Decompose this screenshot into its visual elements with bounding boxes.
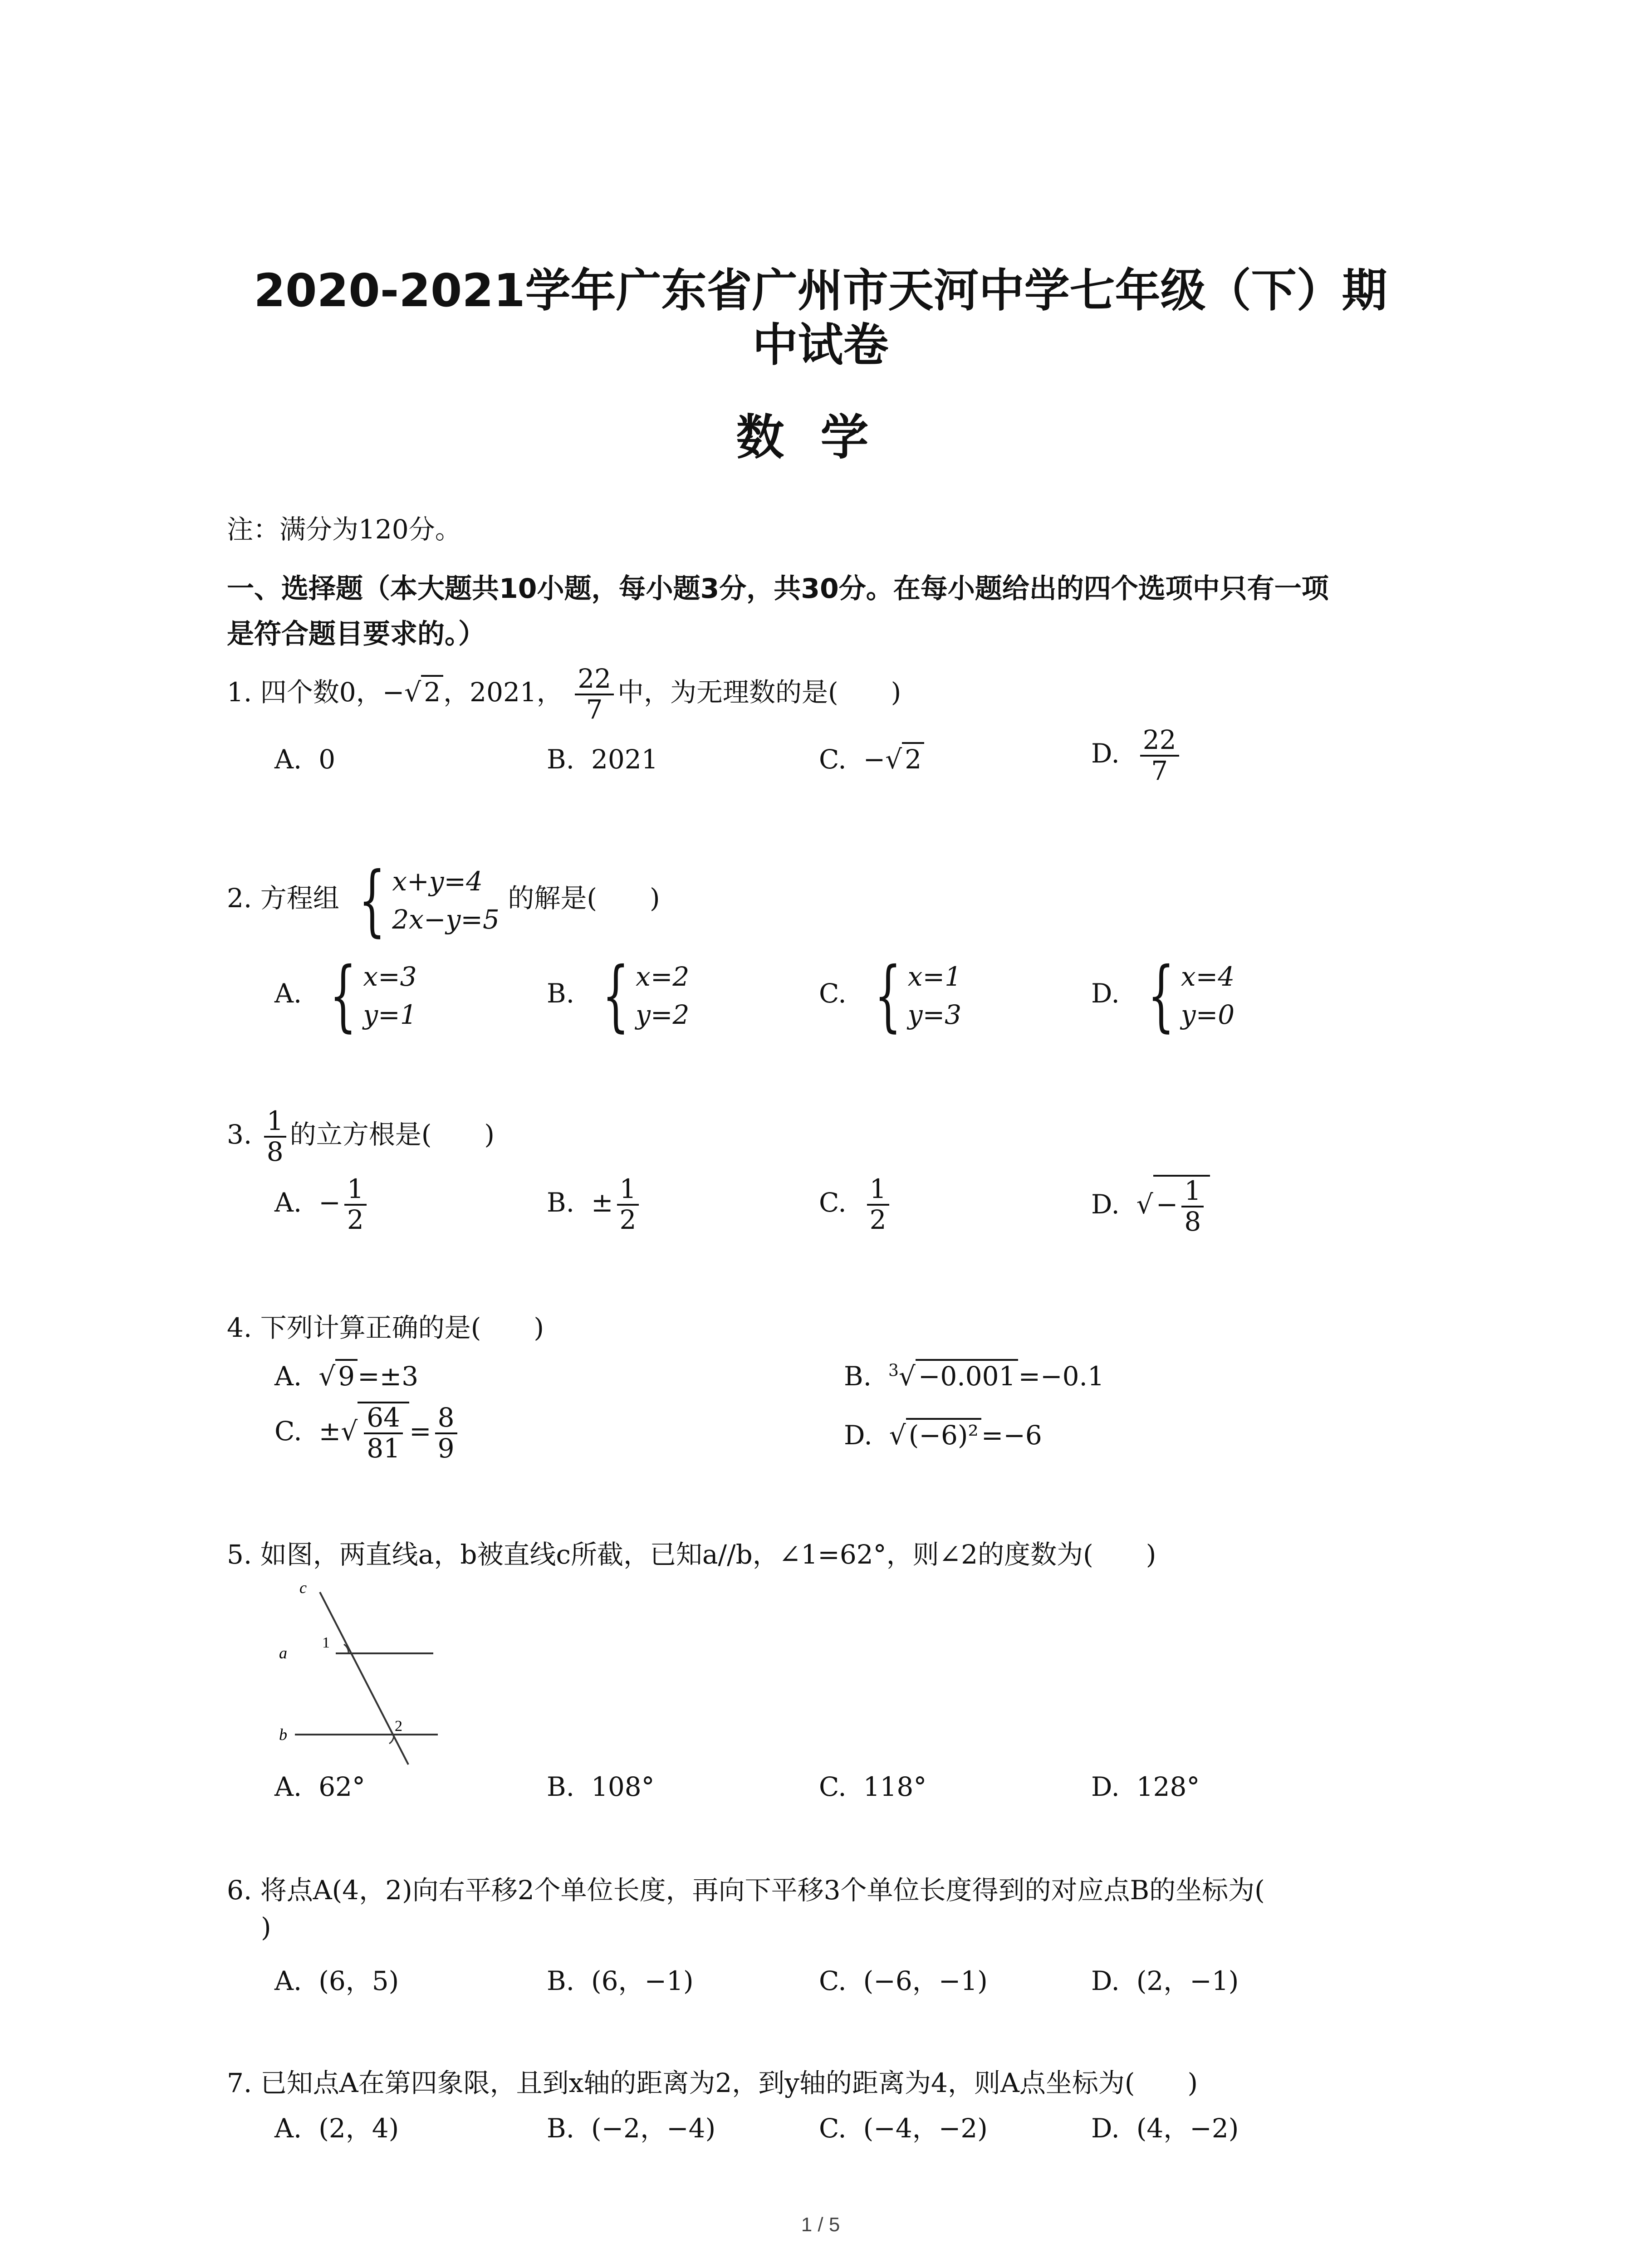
- q3-option-b: B. ± $\frac{1}{2}$: [547, 1175, 642, 1235]
- q1-fraction: $\frac{22}{7}$: [575, 665, 614, 724]
- question-1: [227, 665, 901, 724]
- question-number: 7.: [227, 2068, 252, 2098]
- q6-stem: 将点A(4，2)向右平移2个单位长度，再向下平移3个单位长度得到的对应点B的坐标为(: [260, 1875, 1265, 1906]
- q3-option-d: D. √ − $\frac{1}{8}$: [1091, 1175, 1210, 1237]
- q4-option-b: B. $^3$√ −0.001 =−0.1: [844, 1361, 1104, 1392]
- label-angle-2: 2: [395, 1718, 402, 1735]
- q2-text-pre: 方程组: [260, 883, 339, 914]
- q5-option-a: A. 62°: [274, 1771, 366, 1802]
- q6-option-b: B. (6，−1): [547, 1965, 694, 1996]
- q3-option-a: A. − $\frac{1}{2}$: [274, 1175, 370, 1235]
- question-number: 5.: [227, 1539, 252, 1570]
- q1-text-mid: ，2021，: [443, 676, 563, 708]
- q1-neg-sqrt2: −√ 2: [382, 677, 443, 708]
- q6-option-c: C. (−6，−1): [819, 1965, 988, 1996]
- page-number: 1 / 5: [801, 2214, 840, 2236]
- section1-heading-line2: 是符合题目要求的。）: [227, 618, 485, 650]
- q7-option-a: A. (2，4): [274, 2113, 399, 2144]
- score-note: 注：满分为120分。: [227, 514, 461, 545]
- question-7: [227, 2062, 1198, 2100]
- q2-text-post: 的解是( ): [508, 883, 660, 914]
- q6-stem-cont: ): [261, 1912, 271, 1943]
- question-4: [227, 1306, 544, 1344]
- q4-option-d: D. √ (−6)² =−6: [844, 1420, 1042, 1451]
- q5-option-c: C. 118°: [819, 1771, 927, 1802]
- q1-option-d: D. $\frac{22}{7}$: [1091, 726, 1183, 786]
- q5-stem: 如图，两直线a，b被直线c所截，已知a//b，∠1=62°，则∠2的度数为( ): [260, 1539, 1156, 1570]
- q6-option-a: A. (6，5): [274, 1965, 399, 1996]
- label-b: b: [279, 1725, 287, 1744]
- q5-option-b: B. 108°: [547, 1771, 655, 1802]
- q2-option-d: D. { x=4 y=0: [1091, 951, 1235, 1041]
- page-title-line2: 中试卷: [752, 318, 889, 371]
- label-c: c: [299, 1579, 307, 1597]
- q7-option-d: D. (4，−2): [1091, 2113, 1239, 2144]
- q1-text-pre: 四个数0，: [260, 676, 382, 708]
- question-5: [227, 1533, 1156, 1571]
- parallel-lines-figure: [268, 1574, 449, 1769]
- q1-option-b: B. 2021: [547, 744, 658, 775]
- page-title-line1: 2020-2021学年广东省广州市天河中学七年级（下）期: [254, 264, 1387, 317]
- q2-equation-system: x+y=4 2x−y=5: [392, 865, 500, 935]
- angle-2-arc: [389, 1735, 394, 1744]
- question-number: 6.: [227, 1875, 252, 1906]
- question-number: 2.: [227, 883, 252, 914]
- q2-option-c: C. { x=1 y=3: [819, 951, 962, 1041]
- question-number: 1.: [227, 676, 252, 708]
- q6-option-d: D. (2，−1): [1091, 1965, 1239, 1996]
- question-3: [227, 1107, 495, 1167]
- label-angle-1: 1: [322, 1634, 330, 1651]
- q3-option-c: C. $\frac{1}{2}$: [819, 1175, 893, 1235]
- brace: {: [358, 855, 386, 945]
- section1-heading-line1: 一、选择题（本大题共10小题，每小题3分，共30分。在每小题给出的四个选项中只有一项: [227, 573, 1329, 605]
- line-c: [320, 1592, 408, 1765]
- q3-text-post: 的立方根是( ): [289, 1119, 495, 1150]
- q7-option-c: C. (−4，−2): [819, 2113, 988, 2144]
- question-number: 3.: [227, 1119, 252, 1150]
- question-6: [227, 1869, 1265, 1907]
- question-number: 4.: [227, 1312, 252, 1343]
- subject-heading: 数学: [736, 410, 905, 465]
- q7-option-b: B. (−2，−4): [547, 2113, 716, 2144]
- q1-option-a: A. 0: [274, 744, 336, 775]
- q2-option-b: B. { x=2 y=2: [547, 951, 690, 1041]
- q1-text-post: 中，为无理数的是( ): [617, 676, 901, 708]
- question-2: [227, 855, 660, 945]
- label-a: a: [279, 1644, 287, 1662]
- q4-option-c: C. ±√ $\frac{64}{81}$ = $\frac{8}{9}$: [274, 1402, 461, 1463]
- q7-stem: 已知点A在第四象限，且到x轴的距离为2，到y轴的距离为4，则A点坐标为( ): [260, 2068, 1198, 2098]
- q2-option-a: A. { x=3 y=1: [274, 951, 417, 1041]
- q1-option-c: C. −√ 2: [819, 744, 924, 775]
- q4-option-a: A. √ 9 =±3: [274, 1361, 418, 1392]
- q4-stem: 下列计算正确的是( ): [260, 1312, 544, 1343]
- q5-option-d: D. 128°: [1091, 1771, 1200, 1802]
- q3-fraction: $\frac{1}{8}$: [264, 1107, 286, 1167]
